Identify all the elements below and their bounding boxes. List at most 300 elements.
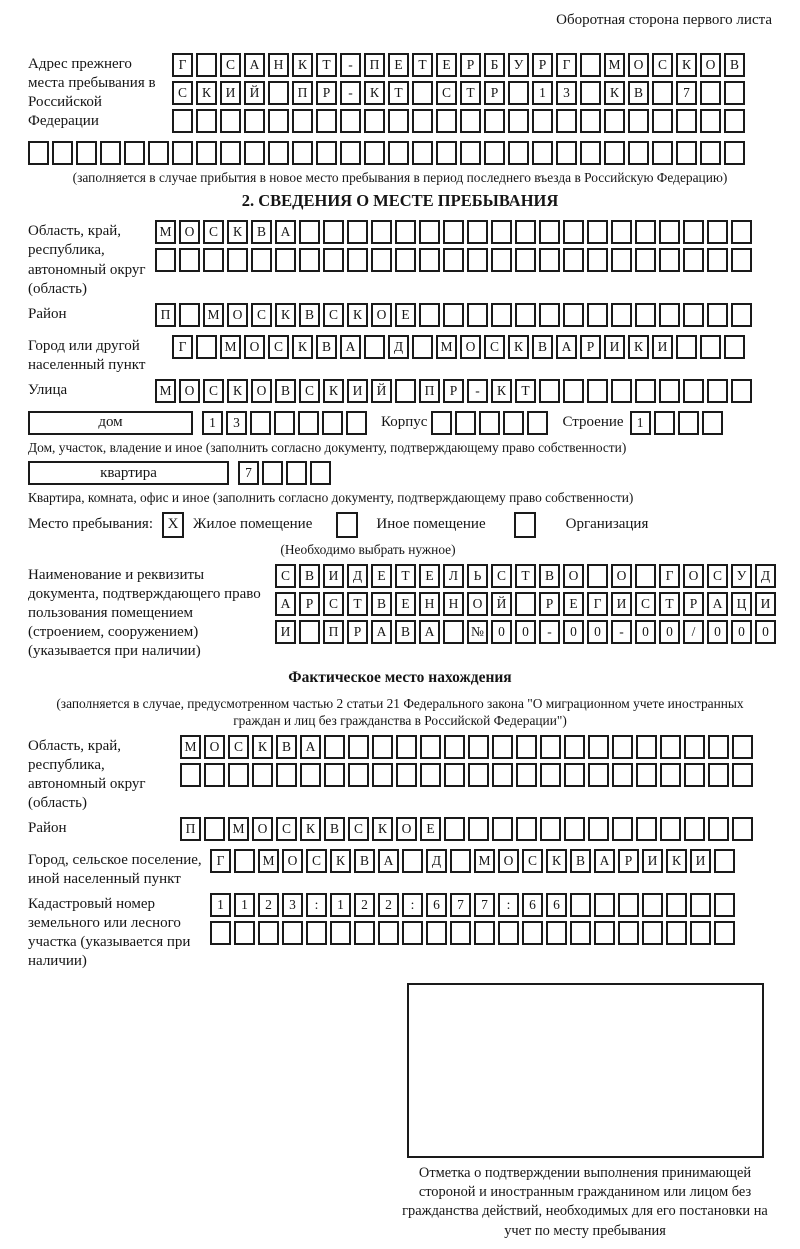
- residence-type-checkbox-inoe: [336, 512, 358, 538]
- char-cell: [450, 849, 471, 873]
- char-cell: Е: [563, 592, 584, 616]
- char-cell: 2: [354, 893, 375, 917]
- char-cell: :: [402, 893, 423, 917]
- fact-oblast-label: Область, край, республика, автономный округ (область): [28, 737, 146, 811]
- fact-kadastr-rows: [210, 893, 735, 971]
- char-cell: А: [556, 335, 577, 359]
- fact-raion-row: [180, 817, 753, 841]
- char-cell: Е: [395, 592, 416, 616]
- char-cell: Р: [532, 53, 553, 77]
- char-cell: Д: [388, 335, 409, 359]
- char-cell: [724, 109, 745, 133]
- char-cell: 1: [202, 411, 223, 435]
- char-cell: -: [340, 81, 361, 105]
- char-cell: [587, 220, 608, 244]
- char-cell: [340, 141, 361, 165]
- residence-type-label-inoe: Иное помещение: [376, 516, 486, 533]
- char-cell: К: [628, 335, 649, 359]
- char-cell: Е: [419, 564, 440, 588]
- char-cell: 6: [522, 893, 543, 917]
- char-cell: [292, 109, 313, 133]
- char-cell: [196, 109, 217, 133]
- char-cell: [371, 220, 392, 244]
- char-cell: К: [227, 379, 248, 403]
- char-cell: [155, 248, 176, 272]
- char-cell: [611, 220, 632, 244]
- ulitsa-row: [155, 379, 752, 403]
- char-cell: [628, 141, 649, 165]
- char-cell: В: [316, 335, 337, 359]
- char-cell: 1: [630, 411, 651, 435]
- char-cell: 0: [491, 620, 512, 644]
- char-cell: Н: [268, 53, 289, 77]
- char-cell: К: [364, 81, 385, 105]
- char-cell: [227, 248, 248, 272]
- char-cell: С: [172, 81, 193, 105]
- char-cell: [234, 849, 255, 873]
- char-cell: К: [676, 53, 697, 77]
- mesto-label: Место пребывания:: [28, 516, 153, 533]
- char-cell: Н: [443, 592, 464, 616]
- char-cell: [306, 921, 327, 945]
- char-cell: [299, 620, 320, 644]
- char-cell: Т: [347, 592, 368, 616]
- char-cell: [250, 411, 271, 435]
- char-cell: [683, 303, 704, 327]
- char-cell: [556, 109, 577, 133]
- char-cell: [659, 248, 680, 272]
- char-cell: [660, 817, 681, 841]
- stamp-box: [407, 983, 764, 1158]
- char-cell: А: [371, 620, 392, 644]
- char-cell: [532, 109, 553, 133]
- char-cell: С: [522, 849, 543, 873]
- char-cell: [515, 220, 536, 244]
- char-cell: 1: [532, 81, 553, 105]
- char-cell: [676, 141, 697, 165]
- char-cell: [714, 849, 735, 873]
- char-cell: О: [244, 335, 265, 359]
- char-cell: [179, 248, 200, 272]
- char-cell: [348, 735, 369, 759]
- char-cell: [724, 335, 745, 359]
- char-cell: С: [203, 220, 224, 244]
- char-cell: /: [683, 620, 704, 644]
- fact-oblast-row-2: [180, 763, 753, 787]
- fact-note: (заполняется в случае, предусмотренном частью 2 статьи 21 Федерального закона "О миграционном учете иностранных граждан и лиц без гражданства в Российской Федерации"): [56, 695, 744, 729]
- char-cell: [396, 763, 417, 787]
- char-cell: К: [196, 81, 217, 105]
- char-cell: С: [323, 303, 344, 327]
- char-cell: [419, 303, 440, 327]
- char-cell: [588, 763, 609, 787]
- char-cell: К: [546, 849, 567, 873]
- char-cell: [540, 735, 561, 759]
- char-cell: Р: [683, 592, 704, 616]
- char-cell: [652, 109, 673, 133]
- char-cell: [690, 921, 711, 945]
- char-cell: [274, 411, 295, 435]
- char-cell: [587, 379, 608, 403]
- char-cell: [580, 109, 601, 133]
- char-cell: И: [323, 564, 344, 588]
- char-cell: 6: [426, 893, 447, 917]
- char-cell: 0: [707, 620, 728, 644]
- char-cell: 2: [258, 893, 279, 917]
- char-cell: О: [628, 53, 649, 77]
- char-cell: [635, 379, 656, 403]
- char-cell: [570, 893, 591, 917]
- fact-kadastr-row-2: [210, 921, 735, 945]
- char-cell: [700, 109, 721, 133]
- char-cell: [323, 248, 344, 272]
- char-cell: К: [252, 735, 273, 759]
- char-cell: 3: [556, 81, 577, 105]
- char-cell: [659, 379, 680, 403]
- char-cell: [474, 921, 495, 945]
- char-cell: О: [251, 379, 272, 403]
- char-cell: С: [276, 817, 297, 841]
- char-cell: [652, 81, 673, 105]
- char-cell: [395, 248, 416, 272]
- gorod-row: [172, 335, 745, 371]
- char-cell: [604, 141, 625, 165]
- stamp-caption: Отметка о подтверждении выполнения принимающей стороной и иностранным гражданином или лицом без гражданства действий, необходимых для его постановки на учет по месту пребывания: [402, 1165, 768, 1239]
- char-cell: [611, 248, 632, 272]
- char-cell: [587, 303, 608, 327]
- char-cell: [124, 141, 145, 165]
- char-cell: О: [611, 564, 632, 588]
- char-cell: [707, 303, 728, 327]
- gorod-label: Город или другой населенный пункт: [28, 337, 146, 373]
- char-cell: [564, 817, 585, 841]
- char-cell: [724, 81, 745, 105]
- prev-address-label: Адрес прежнего места пребывания в Российской Федерации: [28, 56, 156, 130]
- oblast-row-1: [155, 220, 752, 244]
- char-cell: О: [179, 220, 200, 244]
- char-cell: [580, 141, 601, 165]
- char-cell: 1: [330, 893, 351, 917]
- char-cell: Р: [484, 81, 505, 105]
- residence-type-label-org: Организация: [565, 516, 649, 533]
- char-cell: [467, 248, 488, 272]
- document-row-2: [275, 592, 776, 616]
- char-cell: [731, 379, 752, 403]
- char-cell: А: [707, 592, 728, 616]
- char-cell: У: [508, 53, 529, 77]
- char-cell: [684, 817, 705, 841]
- char-cell: К: [491, 379, 512, 403]
- char-cell: [455, 411, 476, 435]
- char-cell: [731, 303, 752, 327]
- char-cell: О: [700, 53, 721, 77]
- char-cell: [707, 220, 728, 244]
- char-cell: 7: [676, 81, 697, 105]
- char-cell: [234, 921, 255, 945]
- char-cell: [611, 379, 632, 403]
- char-cell: А: [300, 735, 321, 759]
- char-cell: [436, 109, 457, 133]
- char-cell: [611, 303, 632, 327]
- char-cell: [402, 849, 423, 873]
- char-cell: [508, 141, 529, 165]
- char-cell: [732, 735, 753, 759]
- char-cell: Е: [395, 303, 416, 327]
- char-cell: Т: [515, 564, 536, 588]
- char-cell: А: [594, 849, 615, 873]
- char-cell: К: [300, 817, 321, 841]
- char-cell: [508, 109, 529, 133]
- char-cell: К: [330, 849, 351, 873]
- char-cell: И: [611, 592, 632, 616]
- char-cell: [347, 248, 368, 272]
- char-cell: [492, 817, 513, 841]
- char-cell: [388, 109, 409, 133]
- char-cell: М: [220, 335, 241, 359]
- char-cell: [612, 763, 633, 787]
- char-cell: 0: [563, 620, 584, 644]
- char-cell: [412, 81, 433, 105]
- char-cell: С: [268, 335, 289, 359]
- char-cell: [580, 53, 601, 77]
- char-cell: [484, 109, 505, 133]
- char-cell: М: [180, 735, 201, 759]
- char-cell: [724, 141, 745, 165]
- char-cell: [498, 921, 519, 945]
- dom-note: Дом, участок, владение и иное (заполнить согласно документу, подтверждающему право собственности): [28, 439, 627, 455]
- char-cell: [286, 461, 307, 485]
- char-cell: [666, 921, 687, 945]
- char-cell: [372, 763, 393, 787]
- kvartira-note: Квартира, комната, офис и иное (заполнить согласно документу, подтверждающему право собственности): [28, 490, 634, 506]
- char-cell: В: [299, 564, 320, 588]
- char-cell: [707, 379, 728, 403]
- char-cell: [172, 109, 193, 133]
- raion-label: Район: [28, 305, 67, 322]
- char-cell: [618, 893, 639, 917]
- char-cell: У: [731, 564, 752, 588]
- document-row-1: [275, 564, 776, 588]
- char-cell: А: [419, 620, 440, 644]
- char-cell: П: [364, 53, 385, 77]
- char-cell: 0: [635, 620, 656, 644]
- prev-address-row-4: [28, 141, 772, 165]
- char-cell: В: [532, 335, 553, 359]
- char-cell: О: [371, 303, 392, 327]
- char-cell: [690, 893, 711, 917]
- char-cell: 0: [731, 620, 752, 644]
- char-cell: М: [258, 849, 279, 873]
- char-cell: [503, 411, 524, 435]
- char-cell: -: [539, 620, 560, 644]
- char-cell: С: [707, 564, 728, 588]
- char-cell: Т: [412, 53, 433, 77]
- char-cell: [300, 763, 321, 787]
- char-cell: [684, 735, 705, 759]
- char-cell: [324, 763, 345, 787]
- char-cell: [684, 763, 705, 787]
- char-cell: [323, 220, 344, 244]
- kvartira-cells: [238, 461, 331, 485]
- char-cell: [444, 735, 465, 759]
- char-cell: [316, 141, 337, 165]
- char-cell: [532, 141, 553, 165]
- fact-kadastr-label: Кадастровый номер земельного или лесного участка (указывается при наличии): [28, 895, 191, 970]
- prev-address-note: (заполняется в случае прибытия в новое место пребывания в период последнего въезда в Российскую Федерацию): [72, 170, 728, 185]
- fact-oblast-row-1: [180, 735, 753, 759]
- char-cell: [683, 220, 704, 244]
- char-cell: [635, 248, 656, 272]
- char-cell: [588, 735, 609, 759]
- char-cell: С: [203, 379, 224, 403]
- document-rows: [275, 564, 776, 661]
- char-cell: [210, 921, 231, 945]
- char-cell: [203, 248, 224, 272]
- char-cell: [546, 921, 567, 945]
- char-cell: Б: [484, 53, 505, 77]
- char-cell: К: [292, 53, 313, 77]
- char-cell: [467, 220, 488, 244]
- char-cell: [324, 735, 345, 759]
- char-cell: [484, 141, 505, 165]
- char-cell: [587, 248, 608, 272]
- char-cell: [396, 735, 417, 759]
- char-cell: [588, 817, 609, 841]
- char-cell: -: [467, 379, 488, 403]
- char-cell: [660, 763, 681, 787]
- ulitsa-label: Улица: [28, 381, 68, 398]
- char-cell: №: [467, 620, 488, 644]
- char-cell: А: [275, 592, 296, 616]
- char-cell: [659, 303, 680, 327]
- char-cell: И: [690, 849, 711, 873]
- char-cell: [642, 921, 663, 945]
- char-cell: В: [628, 81, 649, 105]
- char-cell: [467, 303, 488, 327]
- char-cell: С: [323, 592, 344, 616]
- char-cell: [310, 461, 331, 485]
- char-cell: 3: [282, 893, 303, 917]
- char-cell: В: [724, 53, 745, 77]
- prev-address-row-2: [172, 81, 745, 105]
- fact-oblast-field: [28, 735, 772, 813]
- char-cell: Г: [659, 564, 680, 588]
- char-cell: [522, 921, 543, 945]
- char-cell: [587, 564, 608, 588]
- char-cell: С: [299, 379, 320, 403]
- char-cell: [563, 248, 584, 272]
- char-cell: О: [179, 379, 200, 403]
- char-cell: [515, 303, 536, 327]
- char-cell: [604, 109, 625, 133]
- char-cell: К: [347, 303, 368, 327]
- char-cell: [515, 248, 536, 272]
- char-cell: [707, 248, 728, 272]
- char-cell: [378, 921, 399, 945]
- char-cell: [258, 921, 279, 945]
- char-cell: С: [306, 849, 327, 873]
- residence-type-checkbox-zhiloe: X: [162, 512, 184, 538]
- char-cell: [282, 921, 303, 945]
- char-cell: [419, 248, 440, 272]
- mesto-note: (Необходимо выбрать нужное): [280, 541, 456, 557]
- dom-row: [28, 411, 772, 435]
- char-cell: О: [204, 735, 225, 759]
- char-cell: [220, 109, 241, 133]
- char-cell: Е: [420, 817, 441, 841]
- oblast-row-2: [155, 248, 752, 272]
- char-cell: 0: [659, 620, 680, 644]
- korpus-label: Корпус: [381, 414, 428, 431]
- char-cell: [564, 735, 585, 759]
- char-cell: [516, 817, 537, 841]
- char-cell: :: [306, 893, 327, 917]
- char-cell: [372, 735, 393, 759]
- char-cell: 2: [378, 893, 399, 917]
- char-cell: 1: [210, 893, 231, 917]
- char-cell: [371, 248, 392, 272]
- char-cell: Р: [316, 81, 337, 105]
- char-cell: [299, 220, 320, 244]
- char-cell: 0: [587, 620, 608, 644]
- char-cell: [262, 461, 283, 485]
- char-cell: Й: [244, 81, 265, 105]
- kvartira-row: [28, 461, 772, 485]
- char-cell: К: [292, 335, 313, 359]
- char-cell: В: [371, 592, 392, 616]
- char-cell: [635, 220, 656, 244]
- char-cell: [570, 921, 591, 945]
- char-cell: [635, 564, 656, 588]
- korpus-cells: [431, 411, 548, 435]
- char-cell: [618, 921, 639, 945]
- prev-address-row-3: [172, 109, 745, 133]
- char-cell: [636, 817, 657, 841]
- char-cell: [468, 735, 489, 759]
- stroenie-cells: [630, 411, 723, 435]
- fact-kadastr-row-1: [210, 893, 735, 917]
- char-cell: [436, 141, 457, 165]
- char-cell: Д: [426, 849, 447, 873]
- char-cell: Е: [436, 53, 457, 77]
- char-cell: [244, 109, 265, 133]
- char-cell: О: [460, 335, 481, 359]
- char-cell: 1: [234, 893, 255, 917]
- char-cell: М: [155, 220, 176, 244]
- char-cell: Г: [172, 335, 193, 359]
- char-cell: [298, 411, 319, 435]
- char-cell: [316, 109, 337, 133]
- char-cell: [491, 220, 512, 244]
- char-cell: [340, 109, 361, 133]
- char-cell: [412, 109, 433, 133]
- char-cell: К: [508, 335, 529, 359]
- char-cell: В: [299, 303, 320, 327]
- char-cell: [450, 921, 471, 945]
- char-cell: [492, 735, 513, 759]
- char-cell: [275, 248, 296, 272]
- char-cell: Т: [388, 81, 409, 105]
- char-cell: С: [348, 817, 369, 841]
- char-cell: [330, 921, 351, 945]
- char-cell: К: [275, 303, 296, 327]
- char-cell: П: [323, 620, 344, 644]
- char-cell: Р: [299, 592, 320, 616]
- char-cell: М: [203, 303, 224, 327]
- char-cell: [419, 220, 440, 244]
- raion-field: [28, 303, 772, 331]
- fact-title: Фактическое место нахождения: [288, 668, 512, 686]
